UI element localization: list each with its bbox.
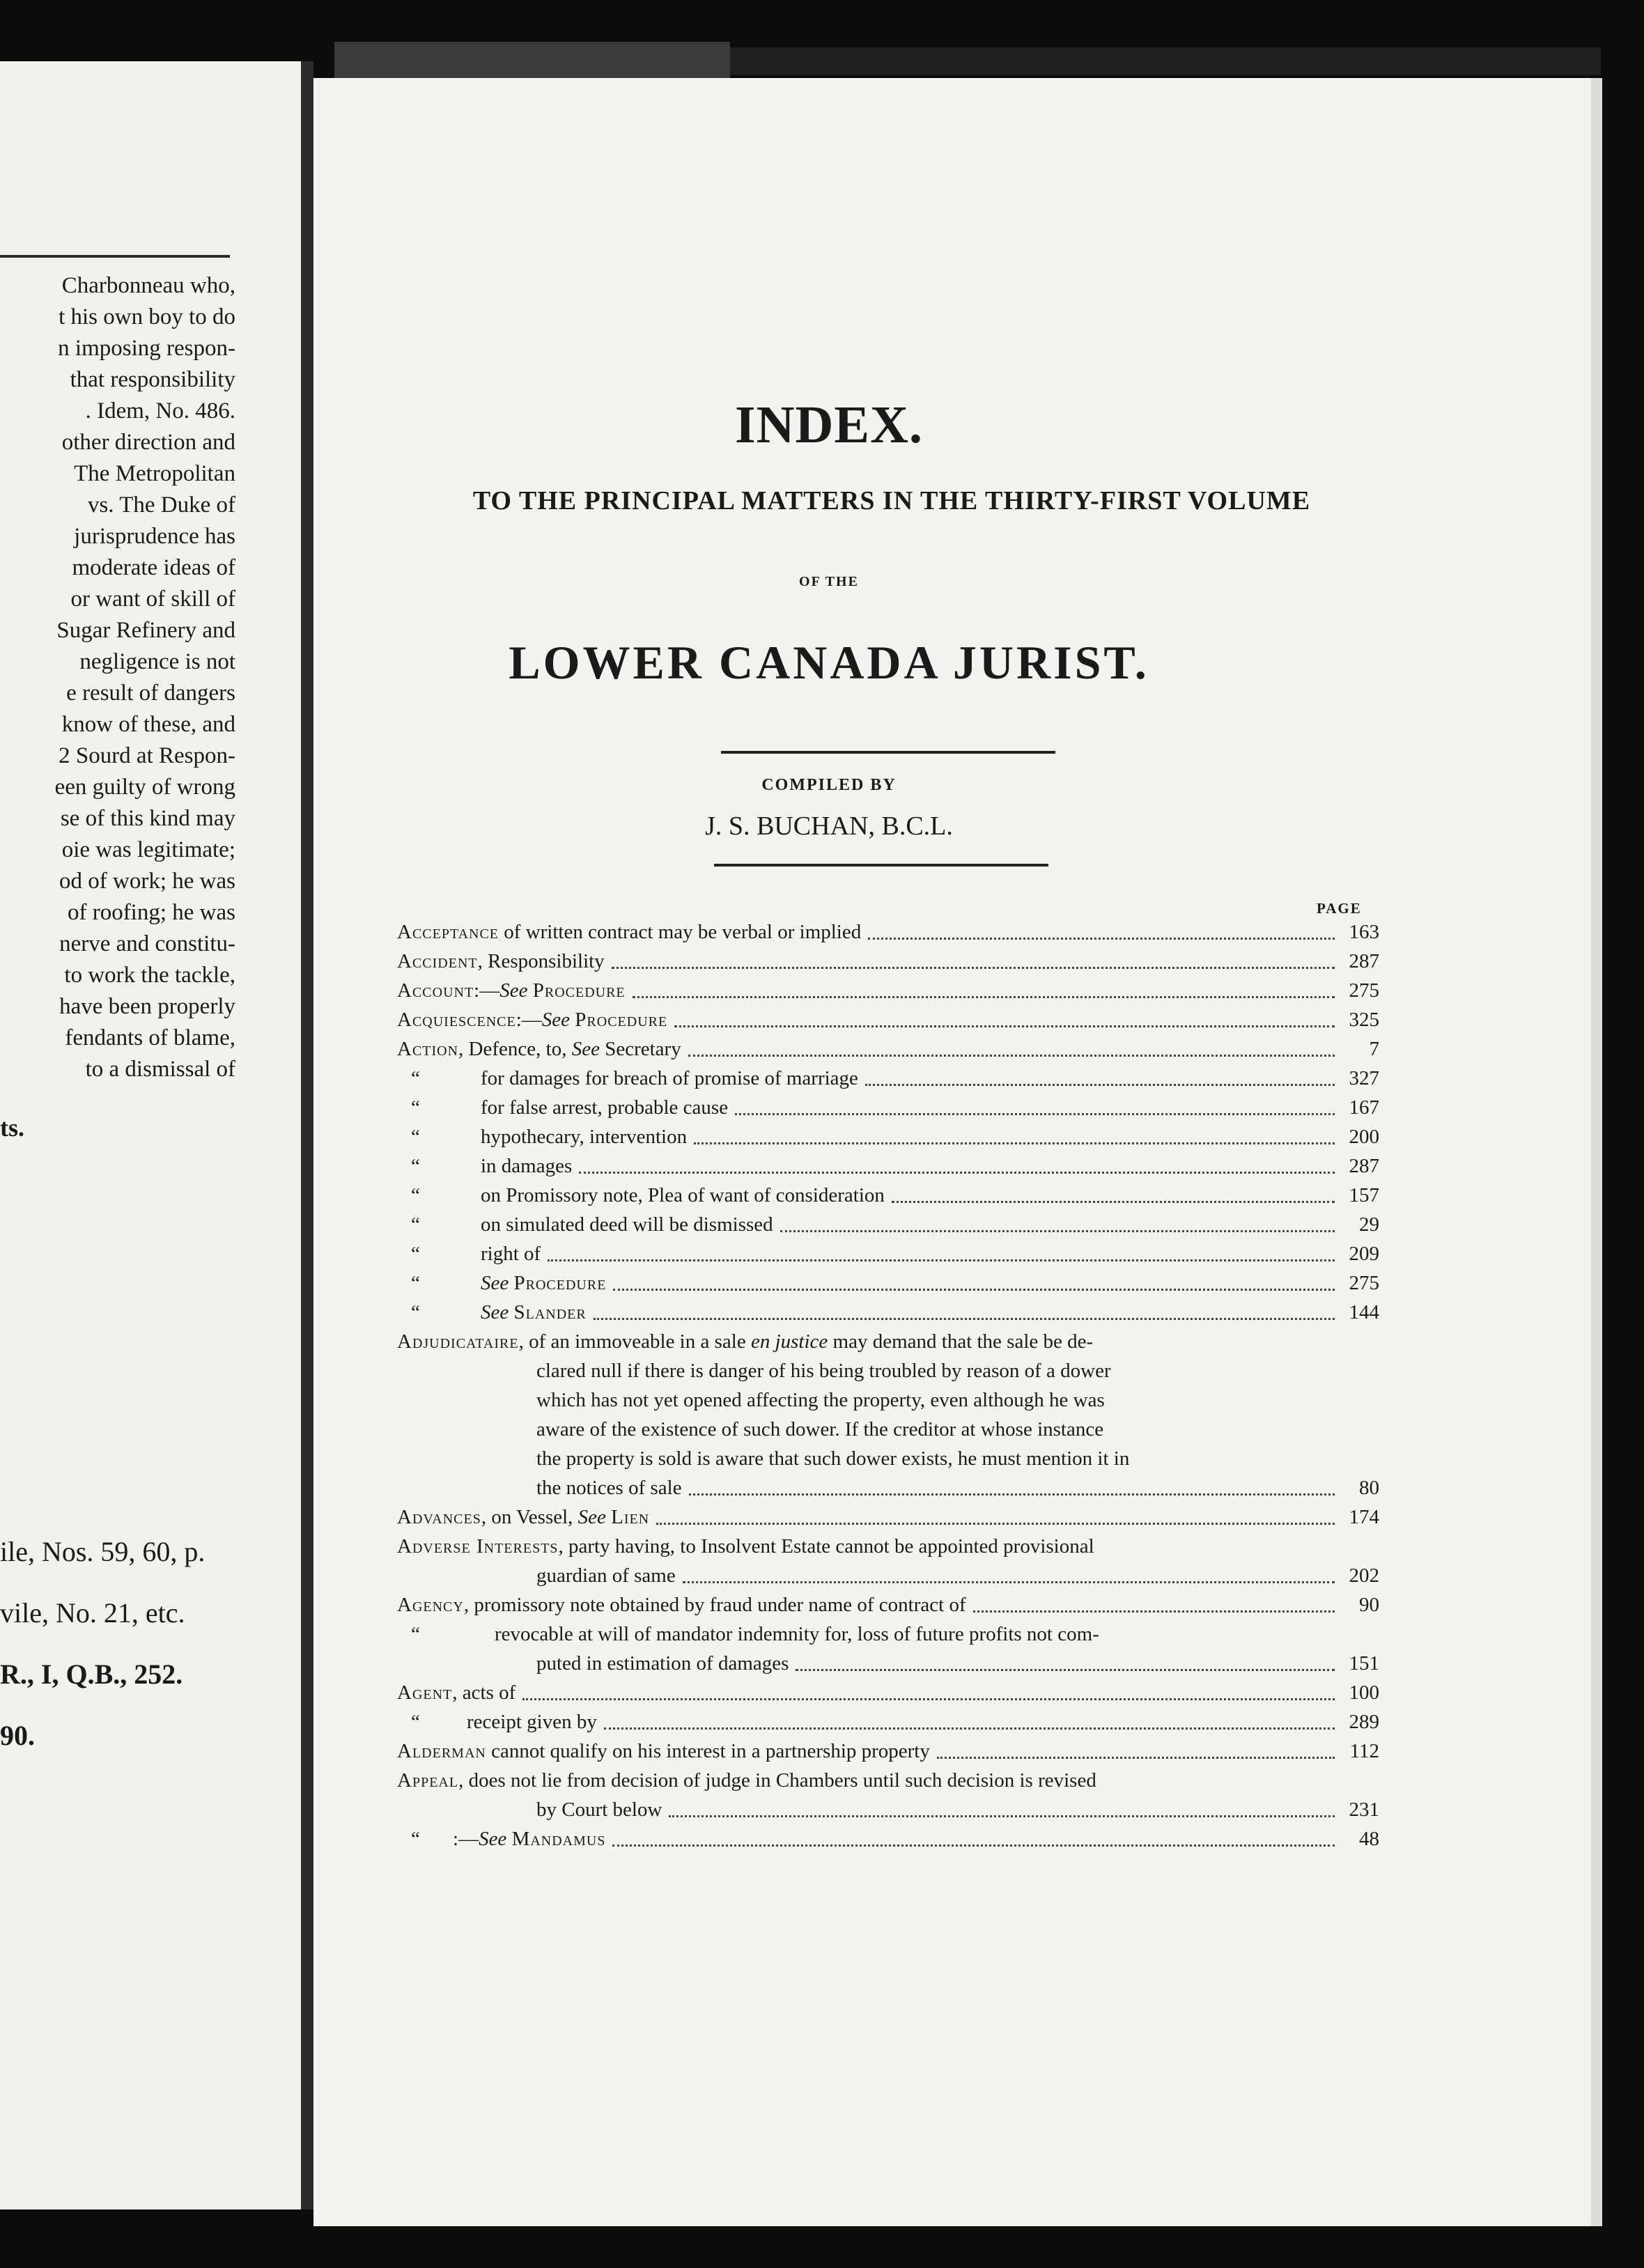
entry-text: :— [453,1828,479,1850]
dot-leader [780,1230,1335,1232]
entry-page: 200 [1349,1126,1379,1148]
entry-text: puted in estimation of damages [536,1652,789,1675]
index-entry [397,1590,1379,1620]
left-line: other direction and [61,430,235,455]
see-label: See [479,1828,507,1850]
dot-leader [669,1815,1335,1817]
ditto-mark: “ [411,1067,420,1089]
compiler-name: J. S. BUCHAN, B.C.L. [705,811,953,841]
entry-continuation [397,1795,1379,1824]
dot-leader [612,1844,1335,1847]
index-subentry [397,1824,1379,1854]
entry-page: 144 [1349,1301,1379,1323]
dot-leader [522,1698,1335,1700]
dot-leader [892,1201,1335,1203]
dot-leader [796,1669,1335,1671]
left-line: to a dismissal of [85,1057,235,1082]
entry-page: 100 [1349,1681,1379,1704]
see-label: See [481,1272,509,1294]
dot-leader [688,1055,1335,1057]
entry-page: 275 [1349,1272,1379,1294]
cross-reference: Procedure [513,1272,607,1294]
index-entry [397,1034,1379,1064]
entry-text: may demand that the sale be de- [828,1330,1094,1353]
see-label: See [571,1038,600,1060]
entry-page: 289 [1349,1711,1379,1733]
entry-italic: en justice [750,1330,828,1353]
cross-reference: Slander [513,1301,587,1323]
entry-text: :— [515,1009,542,1031]
left-line: t his own boy to do [59,304,235,329]
index-subentry [397,1620,1379,1649]
left-line: vs. The Duke of [87,492,235,518]
entry-text: , does not lie from decision of judge in Chambers until such decision is revised [458,1769,1096,1792]
dot-leader [594,1318,1335,1320]
index-entry [397,1532,1379,1561]
index-entry [397,1327,1379,1356]
left-line: have been properly [59,994,235,1019]
entry-text: by Court below [536,1799,662,1821]
page-column-label: PAGE [1317,900,1362,917]
see-label: See [499,979,528,1002]
book-gutter [301,61,313,2209]
author-divider [714,864,1048,867]
entry-heading: Acquiescence [397,1009,516,1031]
dot-leader [683,1581,1335,1583]
left-ref: 90. [0,1720,35,1751]
dot-leader [674,1025,1335,1027]
dot-leader [694,1142,1335,1144]
entry-page: 112 [1349,1740,1379,1762]
cross-reference: Procedure [532,979,626,1002]
entry-text: , of an immoveable in a sale [518,1330,751,1353]
left-line: se of this kind may [60,806,235,831]
cross-reference: Secretary [605,1038,681,1060]
page-subtitle: TO THE PRINCIPAL MATTERS IN THE THIRTY-FIRST VOLUME [472,486,1311,515]
entry-page: 151 [1349,1652,1379,1675]
left-line: od of work; he was [59,869,235,894]
entry-heading: Adverse Interests [397,1535,559,1558]
ditto-mark: “ [411,1623,420,1645]
see-label: See [481,1301,509,1323]
entry-continuation [397,1473,1379,1502]
index-subentry [397,1707,1379,1737]
entry-page: 231 [1349,1799,1379,1821]
dot-leader [868,938,1335,940]
entry-page: 80 [1359,1477,1379,1499]
ditto-mark: “ [411,1155,420,1177]
left-line: nerve and constitu- [59,931,235,956]
entry-text: , on Vessel, [481,1506,578,1528]
entry-page: 275 [1349,979,1379,1002]
index-subentry [397,1151,1379,1181]
left-page-fragment [0,61,301,2209]
compiled-by-label: COMPILED BY [761,776,897,794]
entry-text: right of [481,1243,541,1265]
left-ref: R., I, Q.B., 252. [0,1659,183,1690]
index-entry [397,947,1379,976]
left-page-text [55,270,235,1085]
index-subentry [397,1064,1379,1093]
entry-text: for false arrest, probable cause [481,1096,729,1119]
ditto-mark: “ [411,1272,420,1294]
dot-leader [613,1289,1335,1291]
ditto-mark: “ [411,1213,420,1236]
dot-leader [656,1523,1335,1525]
left-line: . Idem, No. 486. [85,398,235,424]
entry-text: revocable at will of mandator indemnity for, loss of future profits not com- [495,1623,1099,1645]
index-subentry [397,1210,1379,1239]
entry-continuation [397,1561,1379,1590]
see-label: See [577,1506,606,1528]
left-line: of roofing; he was [67,900,235,925]
entry-text: cannot qualify on his interest in a partnership property [486,1740,930,1762]
left-line: fendants of blame, [65,1025,235,1050]
entry-heading: Alderman [397,1740,486,1762]
ditto-mark: “ [411,1243,420,1265]
index-page [313,78,1602,2226]
index-subentry [397,1298,1379,1327]
entry-heading: Action [397,1038,459,1060]
left-ref: ile, Nos. 59, 60, p. [0,1536,206,1567]
top-binding-strip [334,42,730,81]
entry-heading: Account [397,979,474,1002]
index-entry [397,1005,1379,1034]
entry-heading: Accident [397,950,478,972]
entry-page: 202 [1349,1564,1379,1587]
left-line: e result of dangers [66,681,235,706]
left-ref: vile, No. 21, etc. [0,1597,185,1629]
entry-text: for damages for breach of promise of marriage [481,1067,858,1089]
entry-text: of written contract may be verbal or implied [499,921,862,943]
ditto-mark: “ [411,1096,420,1119]
entry-text: guardian of same [536,1564,676,1587]
left-line: to work the tackle, [64,963,235,988]
entry-page: 287 [1349,1155,1379,1177]
dot-leader [937,1757,1335,1759]
left-line: jurisprudence has [74,524,235,549]
index-subentry [397,1093,1379,1122]
entry-continuation [397,1649,1379,1678]
entry-text: receipt given by [467,1711,597,1733]
entry-page: 327 [1349,1067,1379,1089]
ditto-mark: “ [411,1301,420,1323]
entry-text: , Responsibility [477,950,605,972]
index-entry [397,1502,1379,1532]
entry-page: 209 [1349,1243,1379,1265]
entry-page: 7 [1369,1038,1379,1060]
entry-heading: Agent [397,1681,453,1704]
left-line: Sugar Refinery and [56,618,235,643]
left-page-references [0,1521,205,1766]
entry-text: on simulated deed will be dismissed [481,1213,773,1236]
left-line: een guilty of wrong [54,775,235,800]
index-entry [397,1678,1379,1707]
dot-leader [604,1727,1335,1730]
entry-continuation: clared null if there is danger of his being troubled by reason of a dower [536,1360,1111,1382]
entry-continuation: the property is sold is aware that such dower exists, he must mention it in [536,1447,1130,1470]
entry-text: , Defence, to, [458,1038,572,1060]
dot-leader [973,1610,1335,1613]
entry-page: 163 [1349,921,1379,943]
entry-continuation: aware of the existence of such dower. If the creditor at whose instance [536,1418,1104,1440]
entry-text: hypothecary, intervention [481,1126,688,1148]
entry-page: 90 [1359,1594,1379,1616]
cross-reference: Mandamus [511,1828,606,1850]
left-line: or want of skill of [70,587,235,612]
ditto-mark: “ [411,1711,420,1733]
page-edge [1591,78,1602,2226]
journal-title: LOWER CANADA JURIST. [509,636,1149,689]
entry-page: 157 [1349,1184,1379,1206]
entry-text: , promissory note obtained by fraud under name of contract of [463,1594,966,1616]
dot-leader [633,996,1335,998]
dot-leader [548,1259,1335,1261]
ditto-mark: “ [411,1828,420,1850]
entry-text: :— [474,979,500,1002]
entry-page: 167 [1349,1096,1379,1119]
entry-text: on Promissory note, Plea of want of consideration [481,1184,885,1206]
left-line: n imposing respon- [58,336,235,361]
entry-text: the notices of sale [536,1477,682,1499]
index-entries [397,917,1379,1854]
left-line: moderate ideas of [72,555,235,580]
top-shadow-strip [730,47,1601,75]
index-subentry [397,1181,1379,1210]
index-entry [397,917,1379,947]
dot-leader [689,1493,1335,1496]
entry-text: in damages [481,1155,573,1177]
entry-text: , acts of [452,1681,516,1704]
ditto-mark: “ [411,1184,420,1206]
entry-text: , party having, to Insolvent Estate cannot be appointed provisional [558,1535,1094,1558]
entry-heading: Appeal [397,1769,459,1792]
dot-leader [865,1084,1335,1086]
entry-heading: Agency [397,1594,464,1616]
of-the-label: OF THE [799,574,859,589]
entry-heading: Adjudicataire [397,1330,519,1353]
entry-page: 29 [1359,1213,1379,1236]
index-entry [397,976,1379,1005]
dot-leader [612,967,1335,969]
entry-continuation: which has not yet opened affecting the property, even although he was [536,1389,1105,1411]
entry-page: 287 [1349,950,1379,972]
page-title: INDEX. [735,396,923,454]
index-subentry [397,1239,1379,1268]
ditto-mark: “ [411,1126,420,1148]
left-line: know of these, and [61,712,235,737]
left-line: oie was legitimate; [61,837,235,862]
left-line: Charbonneau who, [61,273,235,298]
entry-heading: Acceptance [397,921,499,943]
index-subentry [397,1122,1379,1151]
see-label: See [541,1009,571,1031]
title-divider [721,751,1055,754]
dot-leader [579,1172,1335,1174]
left-page-rule [0,255,230,258]
index-subentry [397,1268,1379,1298]
entry-page: 48 [1359,1828,1379,1850]
left-line: The Metropolitan [74,461,235,486]
index-entry [397,1766,1379,1795]
left-line: negligence is not [79,649,235,674]
dot-leader [735,1113,1335,1115]
cross-reference: Procedure [575,1009,668,1031]
entry-page: 174 [1349,1506,1379,1528]
entry-page: 325 [1349,1009,1379,1031]
left-line: that responsibility [70,367,235,392]
left-line: 2 Sourd at Respon- [59,743,235,768]
left-fragment-heading: ts. [0,1114,24,1142]
cross-reference: Lien [611,1506,650,1528]
entry-heading: Advances [397,1506,481,1528]
index-entry [397,1737,1379,1766]
